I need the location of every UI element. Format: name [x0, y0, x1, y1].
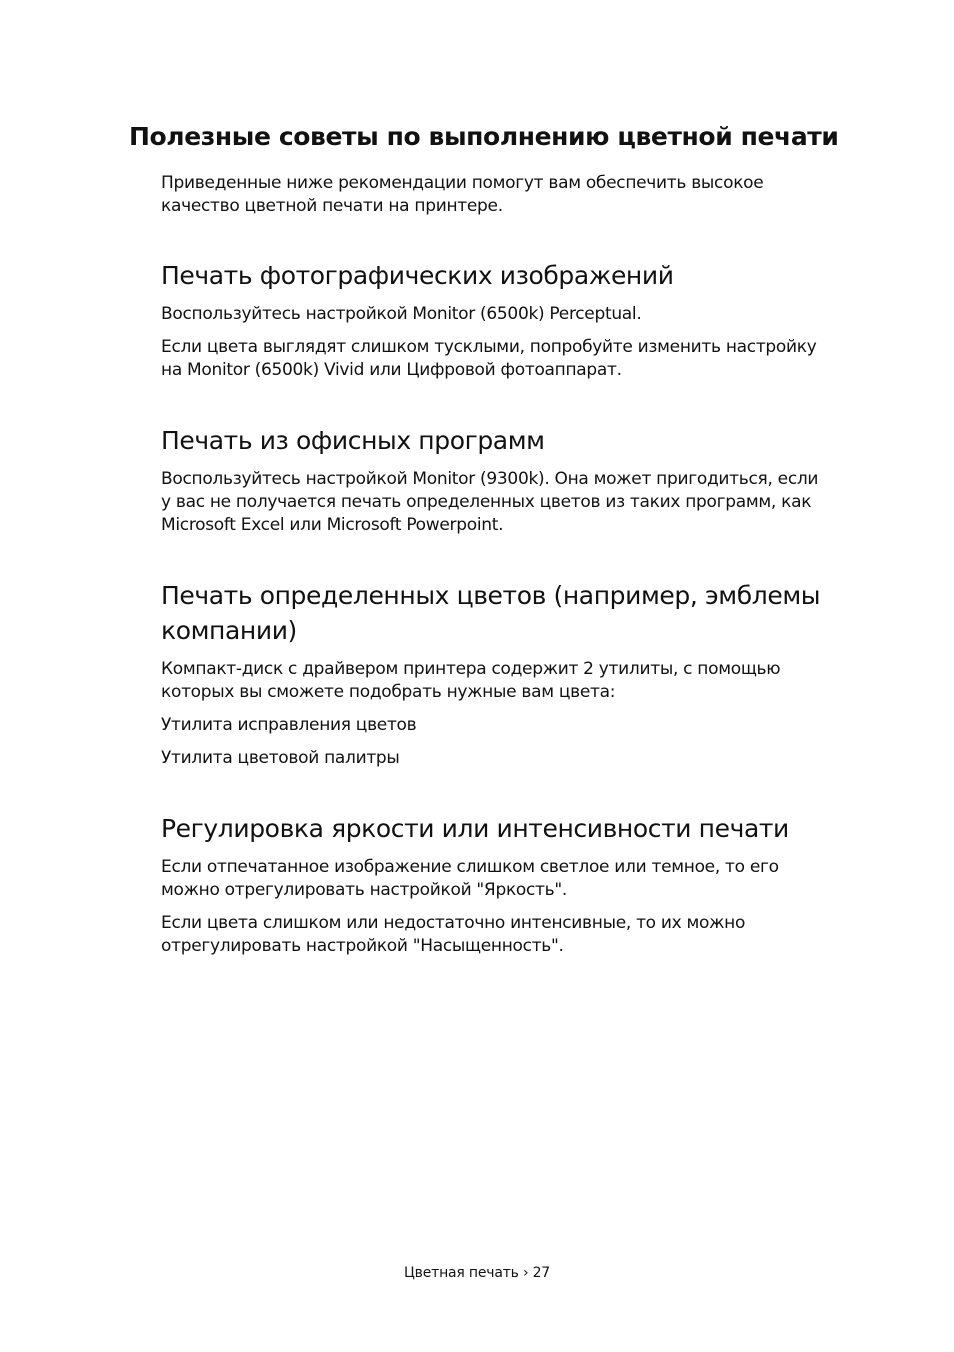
section-heading: Печать из офисных программ: [161, 426, 545, 455]
page-footer: Цветная печать › 27: [403, 1265, 551, 1281]
section-specific-colors: [161, 578, 821, 770]
section-brightness-saturation: [161, 811, 821, 958]
section-photo-printing: [161, 258, 821, 382]
section-paragraph: Если цвета выглядят слишком тусклыми, попробуйте изменить настройку на Monitor (6500k) Vivid или Цифровой фотоаппарат.: [161, 337, 817, 380]
section-heading: Печать определенных цветов (например, эмблемы компании): [161, 581, 821, 645]
page-title: Полезные советы по выполнению цветной печати: [129, 122, 839, 151]
page-content: [161, 172, 821, 958]
section-heading: Регулировка яркости или интенсивности печати: [161, 814, 789, 843]
section-heading: Печать фотографических изображений: [161, 261, 674, 290]
utility-item: Утилита цветовой палитры: [161, 748, 400, 768]
utility-item: Утилита исправления цветов: [161, 715, 417, 735]
section-office-printing: [161, 423, 821, 537]
section-paragraph: Если отпечатанное изображение слишком светлое или темное, то его можно отрегулировать настройкой "Яркость".: [161, 857, 779, 900]
intro-paragraph: Приведенные ниже рекомендации помогут вам обеспечить высокое качество цветной печати на принтере.: [161, 173, 764, 216]
section-paragraph: Если цвета слишком или недостаточно интенсивные, то их можно отрегулировать настройкой "Насыщенность".: [161, 913, 746, 956]
section-paragraph: Воспользуйтесь настройкой Monitor (9300k). Она может пригодиться, если у вас не получается печать определенных цветов из таких программ, как Microsoft Excel или Microsoft Powerpoint.: [161, 469, 819, 535]
section-paragraph: Воспользуйтесь настройкой Monitor (6500k) Perceptual.: [161, 304, 642, 324]
section-paragraph: Компакт-диск с драйвером принтера содержит 2 утилиты, с помощью которых вы сможете подобрать нужные вам цвета:: [161, 659, 781, 702]
